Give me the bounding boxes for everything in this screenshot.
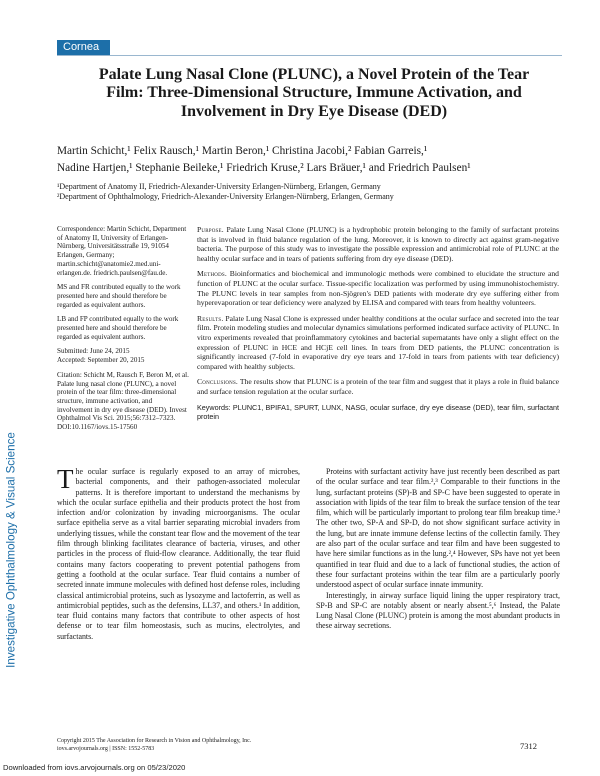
affiliations [57, 182, 557, 202]
body-col1-text: he ocular surface is regularly exposed to an array of microbes, bacterial components, and their pathogen-associated molecular patterns. It is therefore important to understand the mechanisms by which the ocular surface epithelia and their products protect the host from infection and/or colonization by invading microorganisms. The ocular surface epithelia serve as a vital barrier separating microbial invaders from underlying tissues, while the constant tear flow and the movement of the tear film through blinking facilitates clearance of bacteria, viruses, and other particles in the process of fluid-flow clearance. Additionally, the tear fluid contains many factors cooperating to prevent potential pathogens from getting a foothold at the ocular surface. Tear fluid contains a number of secreted innate immune molecules with defined host defense roles, including classical antimicrobial proteins, such as lysozyme and lactoferrin, as well as antimicrobial peptides, such as the defensins, LL37, and others.¹ In addition, tear fluid contains many factors that contribute to other aspects of host defense or to tear film homeostasis, such as mucins, electrolytes, and surfactants. [57, 467, 301, 641]
correspondence: Correspondence: Martin Schicht, Department of Anatomy II, University of Erlangen-Nürnberg, Universitätsstraße 19, 91054 Erlangen, Germany; martin.schicht@anatomie2.med.uni-erlangen.de. friedrich.paulsen@fau.de. [57, 225, 187, 277]
purpose-text: Palate Lung Nasal Clone (PLUNC) is a hydrophobic protein belonging to the family of surfactant proteins that is involved in fluid balance regulation of the lung. Moreover, it is known to directly act against gram-negative bacteria. The purpose of this study was to investigate the possible expression and antimicrobial role of PLUNC at the healthy ocular surface and in tears of patients suffering from dry eye disease (DED). [197, 225, 559, 263]
authors-line-2: Nadine Hartjen,¹ Stephanie Beileke,¹ Friedrich Kruse,² Lars Bräuer,¹ and Friedrich Paulsen¹ [57, 162, 471, 174]
body-column-1 [57, 464, 301, 642]
body-col2-paragraph-1: Proteins with surfactant activity have just recently been described as part of the ocular surface and tear film.²,³ Comparable to their functions in the lung, surfactant proteins (SP)-B and SP-C have been suggested to operate in association with lipids of the tear film to break the surface tension of the tear film, which will be particularly important to prolong tear film breakup time.³ The other two, SP-A and SP-D, do not show significant surface activity in the lung, but are innate immune defense lectins of the collectin family. They are also part of the ocular surface and tear film and have been suggested to have here similar functions as in the lung.²,⁴ However, SPs have not yet been quantified in tear fluid and due to a lack of functional studies, the action of these four surfactant proteins within the tear film are a particularly poorly understood aspect of ocular surface innate immunity. [316, 467, 560, 590]
citation: Citation: Schicht M, Rausch F, Beron M, et al. Palate lung nasal clone (PLUNC), a novel protein of the tear film: three-dimensional structure, immune activation, and involvement in dry eye disease (DED). Invest Ophthalmol Vis Sci. 2015;56:7312–7323. DOI:10.1167/iovs.15-17560 [57, 370, 189, 432]
keywords: Keywords: PLUNC1, BPIFA1, SPURT, LUNX, NASG, ocular surface, dry eye disease (DED), tear film, surfactant protein [197, 402, 559, 422]
abstract-conclusions [197, 377, 559, 396]
abstract-results [197, 314, 559, 372]
copyright-line-2: iovs.arvojournals.org | ISSN: 1552-5783 [57, 746, 155, 752]
equal-contribution-note-1: MS and FR contributed equally to the work presented here and should therefore be regarded as equivalent authors. [57, 283, 181, 309]
drop-cap: T [57, 464, 74, 494]
copyright-footer [57, 737, 357, 753]
abstract-methods [197, 269, 559, 307]
accepted-date: Accepted: September 20, 2015 [57, 356, 145, 365]
author-list [57, 143, 557, 177]
affiliation-1: ¹Department of Anatomy II, Friedrich-Alexander-University Erlangen-Nürnberg, Erlangen, Germany [57, 182, 381, 191]
results-label: Results. [197, 313, 224, 323]
section-rule [57, 55, 562, 56]
body-column-2 [316, 467, 560, 632]
results-text: Palate Lung Nasal Clone is expressed under healthy conditions at the ocular surface and secreted into the tear film. Protein modeling studies and molecular dynamics simulations performed indicated surface activity of PLUNC. In vitro experiments revealed that proinflammatory cytokines and bacterial supernatants have only a slight effect on the expression of PLUNC in HCE and HCjE cell lines. In tears from DED patients, the PLUNC concentration is significantly increased (7-fold in evaporative dry eye tears and 17-fold in tears from patients with tear deficiency) compared with healthy subjects. [197, 313, 560, 371]
article-title: Palate Lung Nasal Clone (PLUNC), a Novel Protein of the Tear Film: Three-Dimensional Structure, Immune Activation, and Involvement in Dry Eye Disease (DED) [98, 66, 530, 120]
download-notice: Downloaded from iovs.arvojournals.org on 05/23/2020 [3, 763, 186, 772]
conclusions-text: The results show that PLUNC is a protein of the tear film and suggest that it plays a role in fluid balance and surface tension regulation at the ocular surface. [197, 377, 559, 396]
authors-line-1: Martin Schicht,¹ Felix Rausch,¹ Martin Beron,¹ Christina Jacobi,² Fabian Garreis,¹ [57, 145, 428, 157]
article-info-column [57, 225, 189, 438]
affiliation-2: ²Department of Ophthalmology, Friedrich-Alexander-University Erlangen-Nürnberg, Erlangen, Germany [57, 192, 394, 201]
abstract-purpose [197, 225, 559, 263]
equal-contribution-note-2: LB and FP contributed equally to the work presented here and should therefore be regarded as equivalent authors. [57, 315, 179, 341]
journal-name-text: Investigative Ophthalmology & Visual Science [4, 432, 18, 668]
purpose-label: Purpose. [197, 225, 224, 234]
copyright-line-1: Copyright 2015 The Association for Research in Vision and Ophthalmology, Inc. [57, 738, 252, 744]
methods-text: Bioinformatics and biochemical and immunologic methods were combined to elucidate the structure and function of PLUNC at the ocular surface. Tissue-specific localization was performed by using immunohistochemistry. The PLUNC levels in tear samples from non-Sjögren's DED patients with moderate dry eye suffering either from hyperevaporation or tear deficiency were analyzed by ELISA and compared with tears from healthy volunteers. [197, 269, 559, 308]
submitted-date: Submitted: June 24, 2015 [57, 347, 130, 356]
abstract [197, 225, 559, 428]
conclusions-label: Conclusions. [197, 377, 239, 387]
page-number: 7312 [520, 741, 537, 751]
journal-name-vertical [2, 380, 20, 720]
body-col2-paragraph-2: Interestingly, in airway surface liquid lining the upper respiratory tract, SP-B and SP-C are notably absent or nearly absent.⁵,⁶ Instead, the Palate Lung Nasal Clone (PLUNC) protein is among the most abundant products in these airway secretions. [316, 590, 560, 631]
methods-label: Methods. [197, 269, 227, 279]
section-tag: Cornea [57, 40, 110, 55]
